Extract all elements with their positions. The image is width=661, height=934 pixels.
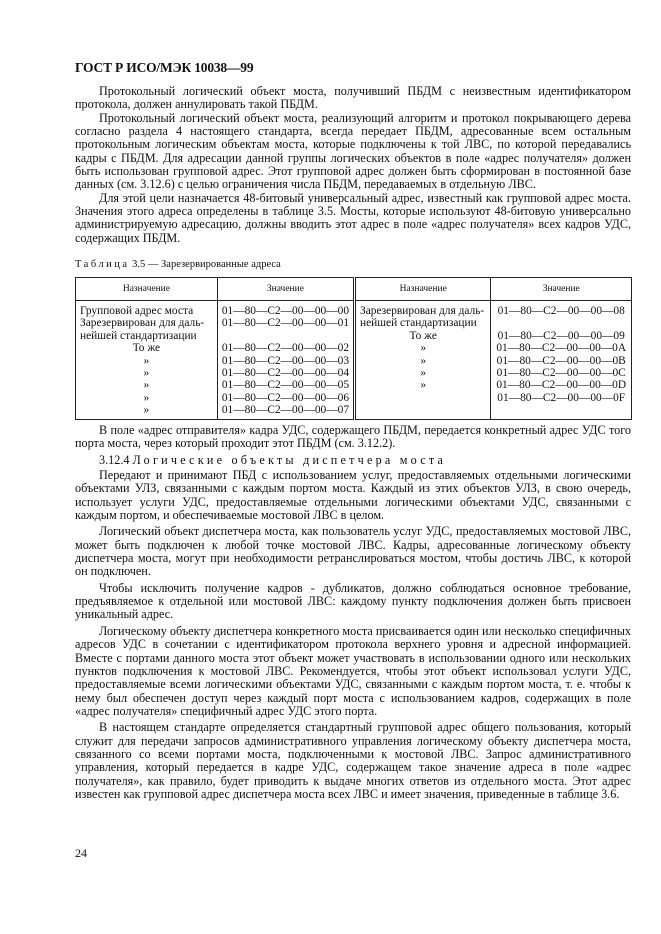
table-row xyxy=(76,301,632,420)
cell-line: 01—80—C2—00—00—05 xyxy=(221,379,350,392)
cell-line: 01—80—C2—00—00—09 xyxy=(497,329,625,342)
table-caption-word: Таблица xyxy=(75,259,130,270)
cell-line: 01—80—C2—00—00—02 xyxy=(221,342,350,355)
cell-line: » xyxy=(420,354,427,367)
cell-line: » xyxy=(420,367,427,380)
cell-line: » xyxy=(143,404,150,417)
cell-line xyxy=(495,317,627,329)
intro-text xyxy=(75,85,631,245)
cell-line: » xyxy=(143,354,150,367)
cell-line: нейшей стандартизации xyxy=(80,329,197,342)
cell-line: 01—80—C2—00—00—06 xyxy=(221,391,350,404)
cell-line: Зарезервирован для даль- xyxy=(360,305,485,317)
body-text xyxy=(75,424,631,801)
cell-line: То же xyxy=(409,329,437,342)
paragraph: Протокольный логический объект моста, получивший ПБДМ с неизвестным идентификатором протокола, должен аннулировать такой ПБДМ. xyxy=(75,84,631,112)
cell-line: 01—80—C2—00—00—01 xyxy=(221,317,350,330)
cell-line: » xyxy=(143,391,150,404)
cell-line: » xyxy=(143,367,150,380)
paragraph: Логический объект диспетчера моста, как пользователь услуг УДС, предоставляемых мостовой ЛВС, может быть подключен к любой точке мостовой ЛВС. Кадры, адресованные логическому объекту диспетчера моста, могут при необходимости ретранслироваться мостом, чтобы достичь ЛВС, к которой он подключен. xyxy=(75,524,631,579)
column-header: Назначение xyxy=(355,278,491,301)
right-value-cell xyxy=(491,301,632,420)
paragraph: В поле «адрес отправителя» кадра УДС, содержащего ПБДМ, передается конкретный адрес УДС того порта моста, через который проходит этот ПБДМ (см. 3.12.2). xyxy=(75,423,631,451)
cell-line: 01—80—C2—00—00—0C xyxy=(496,367,626,380)
paragraph: Передают и принимают ПБД с использованием услуг, предоставляемых отдельными логическими объектами УЛЗ, связанными с каждым портом моста. Каждый из этих объектов УЛЗ, в свою очередь, использует услуги УДС, предоставляемые отдельными логическими объектами УДС, связанными с каждым портом, и обеспечиваемые мостовой ЛВС в целом. xyxy=(75,468,631,523)
cell-line: То же xyxy=(132,342,161,355)
cell-line: » xyxy=(420,379,427,392)
cell-line: 01—80—C2—00—00—00 xyxy=(221,305,350,317)
paragraph: В настоящем стандарте определяется стандартный групповой адрес общего пользования, который служит для передачи запросов административного управления логическому объекту диспетчера моста, связанного со всеми портами моста, подключенными к мостовой ЛВС. Запрос административного управления, который передается в кадре УДС, содержащем такое значение адреса в поле «адрес получателя», как правило, будет приводить к выдаче многих ответов из отдельного моста. Этот адрес известен как групповой адрес диспетчера моста всех ЛВС и имеет значения, приведенные в таблице 3.6. xyxy=(75,720,631,801)
table-caption xyxy=(75,259,281,270)
cell-line: » xyxy=(143,379,150,392)
cell-line: 01—80—C2—00—00—0F xyxy=(497,391,626,404)
left-value-cell xyxy=(217,301,354,420)
cell-line: 01—80—C2—00—00—0D xyxy=(496,379,627,392)
cell-line: » xyxy=(420,342,427,355)
right-purpose-cell xyxy=(355,301,491,420)
section-heading xyxy=(75,454,631,467)
section-number: 3.12.4 xyxy=(99,452,130,467)
page-number: 24 xyxy=(75,846,87,860)
cell-line xyxy=(222,330,349,342)
cell-line: 01—80—C2—00—00—07 xyxy=(221,404,350,417)
column-header: Значение xyxy=(217,278,354,301)
cell-line: 01—80—C2—00—00—03 xyxy=(221,354,350,367)
cell-line: нейшей стандартизации xyxy=(360,317,477,330)
table-header-row xyxy=(76,278,632,301)
section-title: Логические объекты диспетчера моста xyxy=(132,452,447,467)
paragraph: Протокольный логический объект моста, реализующий алгоритм и протокол покрывающего дерева согласно раздела 4 настоящего стандарта, всегда передает ПБДМ, адресованные всем остальным протокольным логическим объектам моста, которые подключены к той ЛВС, по которой передавались кадры с ПБДМ. Для адресации данной группы логических объектов в поле «адрес получателя» должен быть использован групповой адрес. Этот групповой адрес должен быть сформирован в постоянной базе данных (см. 3.12.6) с целью ограничения числа ПБДМ, передаваемых в отдельную ЛВС. xyxy=(75,110,631,192)
cell-line: 01—80—C2—00—00—08 xyxy=(497,305,625,317)
cell-line: 01—80—C2—00—00—0B xyxy=(496,354,626,367)
cell-line: 01—80—C2—00—00—0A xyxy=(496,342,627,355)
column-header: Назначение xyxy=(76,278,218,301)
column-header: Значение xyxy=(491,278,632,301)
cell-line: Зарезервирован для даль- xyxy=(80,317,205,330)
reserved-addresses-table xyxy=(75,277,632,420)
paragraph: Чтобы исключить получение кадров - дубликатов, должно соблюдаться основное требование, предъявляемое к отдельной или мостовой ЛВС: каждому пункту подключения должен быть присвоен уникальный адрес. xyxy=(75,580,631,622)
table-caption-text: 3.5 — Зарезервированные адреса xyxy=(132,259,281,270)
cell-line: 01—80—C2—00—00—04 xyxy=(221,367,350,380)
left-purpose-cell xyxy=(76,301,218,420)
cell-line: Групповой адрес моста xyxy=(80,305,194,317)
paragraph: Для этой цели назначается 48-битовый универсальный адрес, известный как групповой адрес моста. Значения этого адреса определены в таблице 3.5. Мосты, которые используют 48-битовую универсально администрируемую адресацию, должны вводить этот адрес в поле «адрес получателя» всех кадров УДС, содержащих ПБДМ. xyxy=(75,190,631,245)
paragraph: Логическому объекту диспетчера конкретного моста присваивается один или несколько специфичных адресов УДС в сочетании с идентификатором протокола верхнего уровня и адресной информацией. Вместе с портами данного моста этот объект может участвовать в использовании одного или нескольких пунктов подключения к мостовой ЛВС. Рекомендуется, чтобы этот объект использовал услуги УДС, предоставляемые всеми логическими объектами УДС, связанными с каждым портом моста, т. е. чтобы к нему был обеспечен доступ через каждый порт моста с использованием кадров, содержащих в поле «адрес получателя» специфичный адрес УДС этого порта. xyxy=(75,623,631,718)
document-header: ГОСТ Р ИСО/МЭК 10038—99 xyxy=(75,60,254,75)
